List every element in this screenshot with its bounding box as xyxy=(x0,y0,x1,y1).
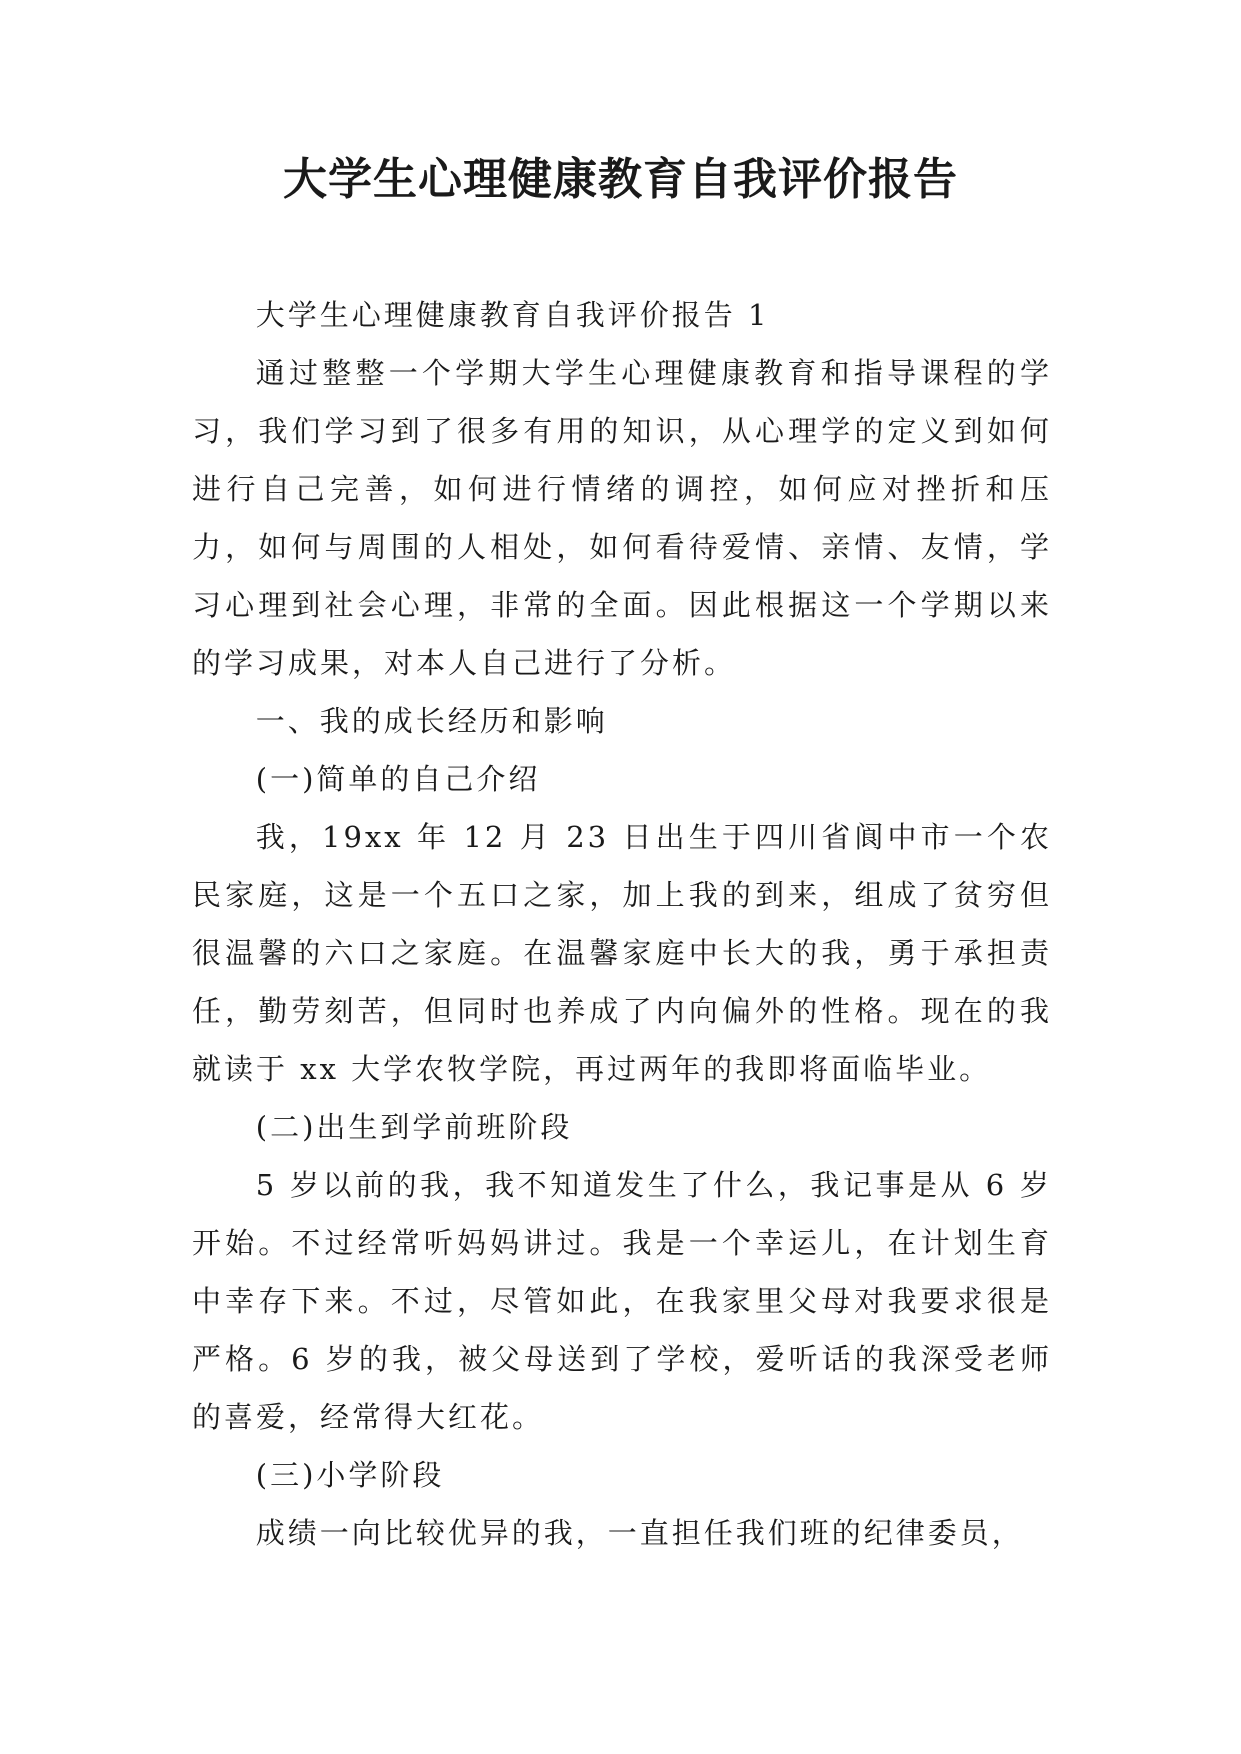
primary-paragraph: 成绩一向比较优异的我，一直担任我们班的纪律委员， xyxy=(255,1516,1024,1550)
document-title: 大学生心理健康教育自我评价报告 xyxy=(283,154,958,205)
preschool-paragraph: 5 岁以前的我，我不知道发生了什么，我记事是从 6 岁开始。不过经常听妈妈讲过。我是一个幸运儿，在计划生育中幸存下来。不过，尽管如此，在我家里父母对我要求很是严格。6 岁的我，被父母送到了学校，爱听话的我深受老师的喜爱，经常得大红花。 xyxy=(192,1168,1052,1434)
subsection-heading-self-intro: (一)简单的自己介绍 xyxy=(255,762,541,796)
subsection-heading-preschool: (二)出生到学前班阶段 xyxy=(255,1110,573,1144)
self-intro-paragraph: 我，19xx 年 12 月 23 日出生于四川省阆中市一个农民家庭，这是一个五口之家，加上我的到来，组成了贫穷但很温馨的六口之家庭。在温馨家庭中长大的我，勇于承担责任，勤劳刻苦，但同时也养成了内向偏外的性格。现在的我就读于 xx 大学农牧学院，再过两年的我即将面临毕业。 xyxy=(192,820,1052,1086)
document-body xyxy=(192,286,1052,1562)
subsection-heading-primary: (三)小学阶段 xyxy=(255,1458,445,1492)
report-heading: 大学生心理健康教育自我评价报告 1 xyxy=(255,298,770,332)
intro-paragraph: 通过整整一个学期大学生心理健康教育和指导课程的学习，我们学习到了很多有用的知识，从心理学的定义到如何进行自己完善，如何进行情绪的调控，如何应对挫折和压力，如何与周围的人相处，如何看待爱情、亲情、友情，学习心理到社会心理，非常的全面。因此根据这一个学期以来的学习成果，对本人自己进行了分析。 xyxy=(192,356,1052,680)
section-heading-growth: 一、我的成长经历和影响 xyxy=(255,704,608,738)
